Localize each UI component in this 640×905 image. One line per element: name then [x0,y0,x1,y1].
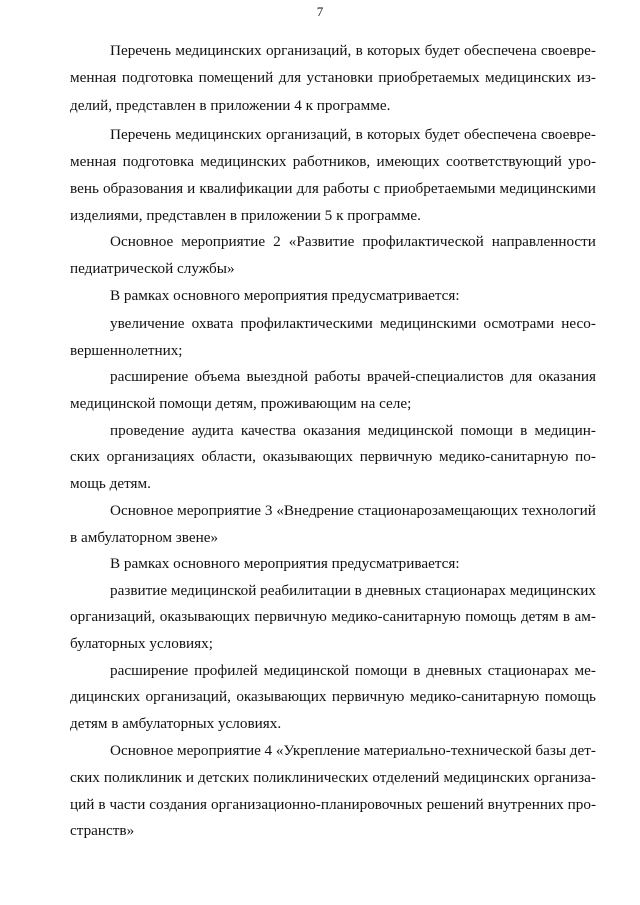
word: приобретаемых [378,69,480,86]
word: 4 [264,742,273,759]
word: организаций, [265,42,352,59]
word: области, [201,448,256,465]
word: охвата [191,315,234,332]
word: создания [149,796,208,813]
text-line [110,125,596,145]
word: подготовка [121,69,194,86]
word: врачей-специалистов [366,368,504,385]
word: обеспечена [463,126,537,143]
word: для [296,180,319,197]
word: обеспечена [463,42,537,59]
word: выездной [246,368,309,385]
word: оказывающих [262,448,353,465]
word: медицинских [200,153,287,170]
word: медицинских [175,126,262,143]
word: своевре- [541,126,596,143]
line-text: В рамках основного мероприятия предусматривается: [110,555,460,572]
word: 2 [273,233,281,250]
word: ских [70,769,100,786]
text-line [70,341,183,361]
word: ских [70,448,100,465]
word: дневных [426,662,482,679]
word: приобретаемыми [384,180,496,197]
word: профилей [194,662,258,679]
word: вень [70,180,99,197]
line-text: детям в амбулаторных условиях. [70,715,282,732]
line-text: изделиями, представлен в приложении 5 к программе. [70,207,421,224]
word: менная [70,69,117,86]
word: медико-санитарную [438,448,569,465]
word: поликлиник [103,769,182,786]
word: оказывающих [236,688,327,705]
word: в [355,126,363,143]
word: имеющих [376,153,440,170]
word: развитие [110,582,168,599]
word: квалификации [199,180,293,197]
word: направленности [491,233,596,250]
word: для [509,368,533,385]
word: работы [322,180,370,197]
text-line [70,634,213,654]
word: ме- [574,662,596,679]
word: организаций, [145,688,231,705]
word: соответствующий [445,153,562,170]
word: мероприятие [177,502,261,519]
text-line [70,68,596,88]
word: менная [70,153,117,170]
word: увеличение [110,315,185,332]
word: реабилитации [260,582,351,599]
word: дицинских [70,688,141,705]
word: «Укрепление [275,742,361,759]
word: поликлинических [253,769,369,786]
word: работников, [292,153,371,170]
word: из- [576,69,596,86]
word: базы [535,742,567,759]
word: в [413,662,421,679]
text-line [70,474,151,494]
word: установки [306,69,373,86]
text-line [110,286,460,306]
text-line [110,421,596,441]
text-line [110,741,596,761]
word: организационно-планировочных [210,796,423,813]
word: профилактическими [240,315,373,332]
line-text: булаторных условиях; [70,635,213,652]
text-line [110,41,596,61]
text-line [70,179,596,199]
word: профилактической [362,233,484,250]
text-line [70,259,235,279]
word: первичную [254,608,327,625]
word: своевре- [541,42,596,59]
line-text: делий, представлен в приложении 4 к программе. [70,97,391,114]
word: с [373,180,381,197]
word: оказания [303,422,361,439]
word: подготовка [122,153,194,170]
text-line [70,687,596,707]
word: «Внедрение [276,502,354,519]
word: отделений [372,769,440,786]
text-line [110,314,596,334]
word: проведение [110,422,185,439]
word: первичную [359,448,433,465]
word: медицинской [263,662,350,679]
text-line [110,661,596,681]
word: оказания [538,368,596,385]
page-number: 7 [316,4,324,19]
word: помещений [198,69,274,86]
text-line [70,795,596,815]
word: аудита [191,422,234,439]
word: Основное [110,502,174,519]
word: стационарах [487,662,569,679]
word: образования [102,180,184,197]
word: организаций, [265,126,352,143]
word: медицинских [443,769,530,786]
word: уро- [568,153,596,170]
word: Перечень [110,42,172,59]
word: которых [367,42,421,59]
text-line [70,447,596,467]
word: помощь [544,688,596,705]
word: 3 [264,502,273,519]
word: детям [520,608,559,625]
word: стационарозамещающих [357,502,519,519]
word: по- [575,448,596,465]
word: расширение [110,368,189,385]
line-text: В рамках основного мероприятия предусматривается: [110,287,460,304]
word: в [520,422,528,439]
word: медицинскими [379,315,477,332]
word: работы [314,368,361,385]
text-line [70,394,411,414]
word: медико-санитарную [331,608,461,625]
line-text: вершеннолетних; [70,342,183,359]
word: оказывающих [159,608,250,625]
word: помощь [465,608,517,625]
word: медицинскими [499,180,596,197]
line-text: педиатрической службы» [70,260,235,277]
word: дет- [569,742,596,759]
word: медицин- [534,422,596,439]
text-line [70,607,596,627]
word: качества [240,422,296,439]
word: дневных [365,582,422,599]
word: и [185,769,194,786]
text-line [110,581,596,601]
word: Основное [110,233,174,250]
text-line [110,501,596,521]
line-text: в амбулаторном звене» [70,529,219,546]
word: первичную [331,688,405,705]
text-line [110,232,596,252]
word: которых [367,126,421,143]
line-text: мощь детям. [70,475,151,492]
word: стационарах [425,582,506,599]
word: расширение [110,662,189,679]
word: технологий [521,502,596,519]
text-line [70,152,596,172]
word: внутренних [487,796,564,813]
word: в [354,582,362,599]
text-line [70,206,421,226]
word: детских [198,769,250,786]
word: Основное [110,742,174,759]
word: организа- [533,769,596,786]
word: будет [424,42,460,59]
word: материально-технической [363,742,532,759]
word: мероприятие [176,742,261,759]
word: в [562,608,571,625]
text-line [70,96,390,116]
word: ций [70,796,95,813]
word: ам- [574,608,596,625]
line-text: медицинской помощи детям, проживающим на селе; [70,395,412,412]
word: помощи [354,662,408,679]
word: медицинской [367,422,454,439]
line-text: странств» [70,822,135,839]
word: организаций, [70,608,156,625]
word: медицинских [509,582,596,599]
text-line [70,528,218,548]
word: помощи [460,422,513,439]
word: медицинских [485,69,572,86]
word: решений [426,796,484,813]
word: в [98,796,106,813]
word: части [109,796,146,813]
word: медицинской [170,582,257,599]
text-line [110,554,460,574]
text-line [110,367,596,387]
word: Перечень [110,126,172,143]
text-line [70,821,134,841]
word: для [278,69,302,86]
word: про- [567,796,596,813]
word: несо- [561,315,596,332]
word: и [187,180,196,197]
word: медицинских [175,42,262,59]
word: в [355,42,363,59]
word: «Развитие [288,233,355,250]
word: будет [424,126,460,143]
word: организациях [106,448,195,465]
text-line [70,714,281,734]
word: мероприятие [181,233,266,250]
word: объема [194,368,241,385]
word: осмотрами [483,315,555,332]
word: медико-санитарную [409,688,540,705]
text-line [70,768,596,788]
